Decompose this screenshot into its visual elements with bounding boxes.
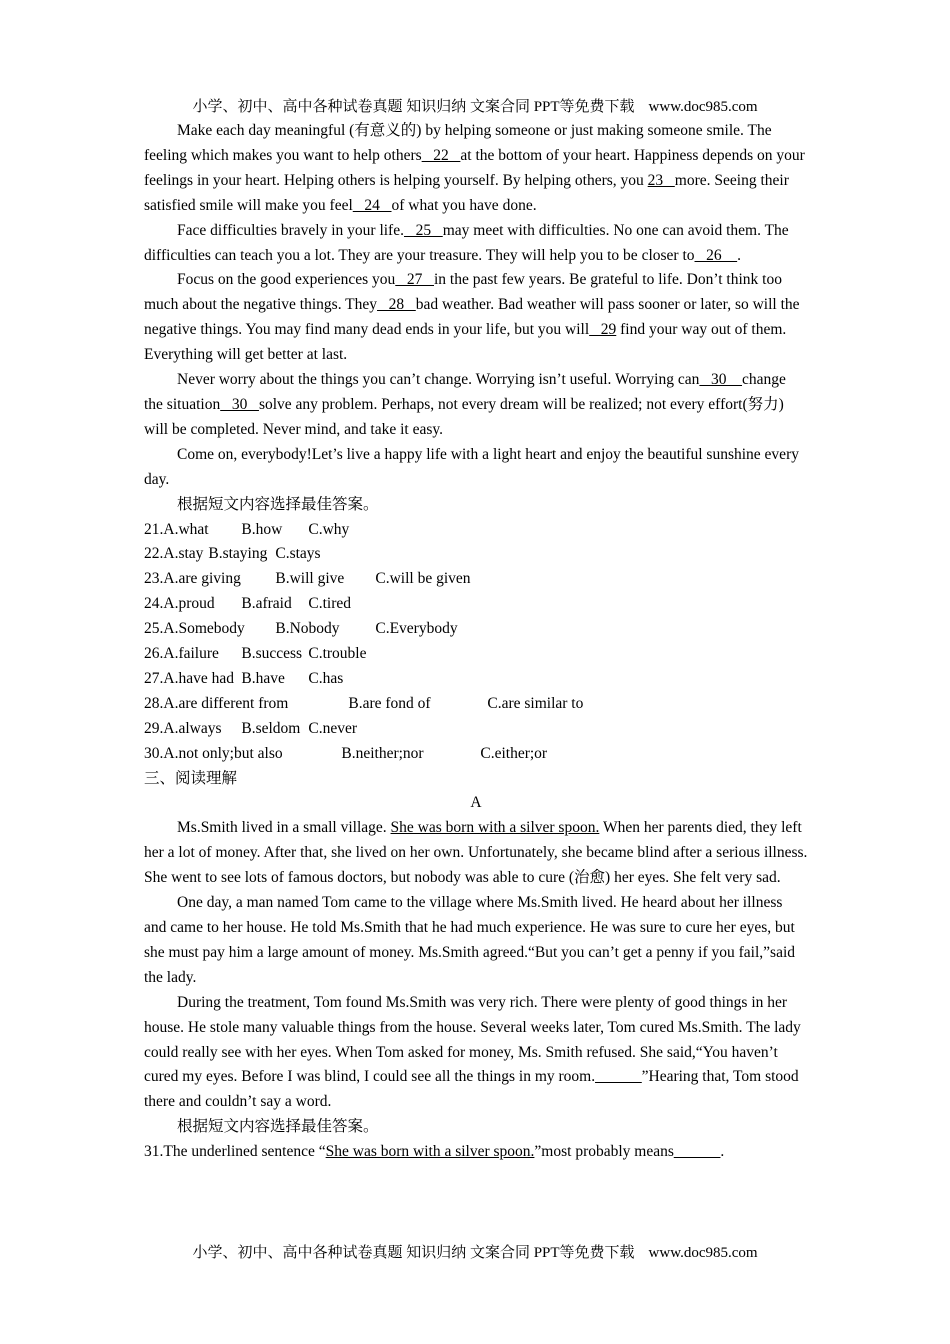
section-3-title: 三、阅读理解 bbox=[144, 769, 238, 787]
option-a: A.not only;but also bbox=[163, 744, 283, 762]
question-number: 23. bbox=[144, 570, 164, 588]
blank-25: 25 bbox=[403, 221, 443, 239]
question-number: 27. bbox=[144, 669, 164, 687]
option-a: A.stay bbox=[163, 545, 204, 563]
blank-24: 24 bbox=[352, 196, 392, 214]
blank-27: 27 bbox=[395, 271, 434, 289]
footer-text: 小学、初中、高中各种试卷真题 知识归纳 文案合同 PPT等免费下载 bbox=[192, 1245, 635, 1261]
page-footer bbox=[0, 1243, 950, 1263]
text: Make each day meaningful (有意义的) by helping someone or just making someone smile. The feeling which makes you want to help others bbox=[144, 122, 772, 164]
option-b: B.afraid bbox=[241, 595, 292, 613]
option-b: B.will give bbox=[275, 570, 345, 588]
reading-paragraph-1 bbox=[144, 816, 808, 891]
question-number: 22. bbox=[144, 545, 164, 563]
cloze-paragraph-4 bbox=[144, 368, 808, 443]
underlined-sentence: She was born with a silver spoon. bbox=[390, 819, 600, 837]
option-row-23 bbox=[144, 567, 808, 592]
question-number: 26. bbox=[144, 645, 164, 663]
blank-22: 22 bbox=[421, 146, 461, 164]
text: bad weather. Bad weather will pass sooner or later, so will the negative things. You may find many dead ends in your life, but you will bbox=[144, 296, 800, 339]
text: at the bottom of your heart. Happiness depends on your feelings in your heart. Helping others is helping yourself. By helping others, you bbox=[144, 146, 805, 189]
option-row-25 bbox=[144, 617, 808, 642]
header-site: www.doc985.com bbox=[648, 99, 758, 115]
text: . bbox=[720, 1143, 725, 1161]
option-row-22 bbox=[144, 542, 808, 567]
option-b: B.have bbox=[241, 669, 285, 687]
text: find your way out of them. Everything will get better at last. bbox=[144, 321, 787, 364]
question-number: 25. bbox=[144, 620, 164, 638]
blank-23: 23 bbox=[647, 171, 675, 189]
text: Ms.Smith lived in a small village. bbox=[177, 819, 391, 837]
header-text: 小学、初中、高中各种试卷真题 知识归纳 文案合同 PPT等免费下载 bbox=[192, 99, 635, 115]
option-b: B.are fond of bbox=[348, 694, 431, 712]
cloze-paragraph-3 bbox=[144, 268, 808, 368]
option-c: C.trouble bbox=[308, 645, 367, 663]
text: When her parents died, they left her a lot of money. After that, she lived on her own. Unfortunately, she became blind after a serious illness. She went to see lots of famous doctors, but nobody was able to cure (治愈) her eyes. She felt very sad. bbox=[144, 819, 808, 887]
text: solve any problem. Perhaps, not every dream will be realized; not every effort(努力) will be completed. Never mind, and take it easy. bbox=[144, 395, 784, 438]
option-c: C.will be given bbox=[375, 570, 471, 588]
reading-paragraph-2: One day, a man named Tom came to the village where Ms.Smith lived. He heard about her illness and came to her house. He told Ms.Smith that he had much experience. He was sure to cure her eyes, but she must pay him a large amount of money. Ms.Smith agreed.“But you can’t get a penny if you fail,”said the lady. bbox=[144, 894, 795, 986]
option-row-30 bbox=[144, 742, 808, 767]
text: Focus on the good experiences you bbox=[177, 271, 396, 289]
option-c: C.has bbox=[308, 669, 344, 687]
footer-site: www.doc985.com bbox=[648, 1245, 758, 1261]
option-row-28 bbox=[144, 692, 808, 717]
option-row-21 bbox=[144, 518, 808, 543]
option-c: C.Everybody bbox=[375, 620, 458, 638]
text: change the situation bbox=[144, 371, 786, 413]
text: in the past few years. Be grateful to life. Don’t think too much about the negative things. They bbox=[144, 271, 782, 314]
blank-29: 29 bbox=[589, 321, 617, 339]
text: 31.The underlined sentence “ bbox=[144, 1143, 326, 1161]
option-a: A.are giving bbox=[163, 570, 241, 588]
option-c: C.are similar to bbox=[487, 694, 584, 712]
option-c: C.either;or bbox=[480, 744, 548, 762]
question-number: 28. bbox=[144, 694, 164, 712]
option-c: C.why bbox=[308, 520, 350, 538]
page-header bbox=[0, 97, 950, 117]
underlined-sentence: She was born with a silver spoon. bbox=[325, 1143, 535, 1161]
option-c: C.tired bbox=[308, 595, 351, 613]
option-a: A.always bbox=[163, 719, 222, 737]
cloze-paragraph-1 bbox=[144, 119, 808, 219]
passage-a-heading: A bbox=[470, 794, 482, 812]
options-list bbox=[144, 518, 808, 767]
reading-paragraph-3 bbox=[144, 991, 808, 1116]
text: may meet with difficulties. No one can avoid them. The difficulties can teach you a lot. They are your treasure. They will help you to be closer to bbox=[144, 221, 789, 264]
option-row-29 bbox=[144, 717, 808, 742]
cloze-instruction: 根据短文内容选择最佳答案。 bbox=[177, 495, 379, 513]
question-31 bbox=[144, 1140, 808, 1165]
option-b: B.success bbox=[241, 645, 303, 663]
blank-30b: 30 bbox=[220, 395, 259, 413]
question-number: 30. bbox=[144, 744, 164, 762]
cloze-paragraph-5: Come on, everybody!Let’s live a happy life with a light heart and enjoy the beautiful sunshine every day. bbox=[144, 445, 799, 488]
option-a: A.proud bbox=[163, 595, 215, 613]
text: Never worry about the things you can’t change. Worrying isn’t useful. Worrying can bbox=[177, 371, 700, 389]
option-a: A.what bbox=[163, 520, 209, 538]
blank-28: 28 bbox=[377, 296, 416, 314]
blank-26: 26 bbox=[694, 246, 738, 264]
answer-blank: ______ bbox=[673, 1143, 721, 1161]
option-b: B.seldom bbox=[241, 719, 301, 737]
option-c: C.stays bbox=[275, 545, 321, 563]
option-row-27 bbox=[144, 667, 808, 692]
blank: ______ bbox=[595, 1068, 642, 1086]
question-number: 21. bbox=[144, 520, 164, 538]
option-b: B.Nobody bbox=[275, 620, 340, 638]
option-a: A.have had bbox=[163, 669, 234, 687]
text: more. Seeing their satisfied smile will make you feel bbox=[144, 171, 789, 214]
reading-instruction: 根据短文内容选择最佳答案。 bbox=[177, 1118, 379, 1136]
option-b: B.staying bbox=[208, 545, 268, 563]
text: During the treatment, Tom found Ms.Smith was very rich. There were plenty of good things in her house. He stole many valuable things from the house. Several weeks later, Tom cured Ms.Smith. The lady could really see with her eyes. When Tom asked for money, Ms. Smith refused. She said,“You haven’t cured my eyes. Before I was blind, I could see all the things in my room. bbox=[144, 993, 801, 1086]
option-a: A.Somebody bbox=[163, 620, 245, 638]
option-row-24 bbox=[144, 592, 808, 617]
text: Face difficulties bravely in your life. bbox=[177, 221, 404, 239]
document-body bbox=[144, 119, 808, 1165]
option-b: B.how bbox=[241, 520, 283, 538]
cloze-paragraph-2 bbox=[144, 219, 808, 269]
text: . bbox=[737, 246, 742, 264]
question-number: 29. bbox=[144, 719, 164, 737]
text: ”most probably means bbox=[534, 1143, 674, 1161]
question-number: 24. bbox=[144, 595, 164, 613]
option-c: C.never bbox=[308, 719, 358, 737]
option-b: B.neither;nor bbox=[341, 744, 424, 762]
text: ”Hearing that, Tom stood there and couldn’t say a word. bbox=[144, 1068, 799, 1111]
option-a: A.are different from bbox=[163, 694, 289, 712]
blank-30a: 30 bbox=[699, 371, 743, 389]
option-row-26 bbox=[144, 642, 808, 667]
text: of what you have done. bbox=[391, 196, 537, 214]
option-a: A.failure bbox=[163, 645, 219, 663]
